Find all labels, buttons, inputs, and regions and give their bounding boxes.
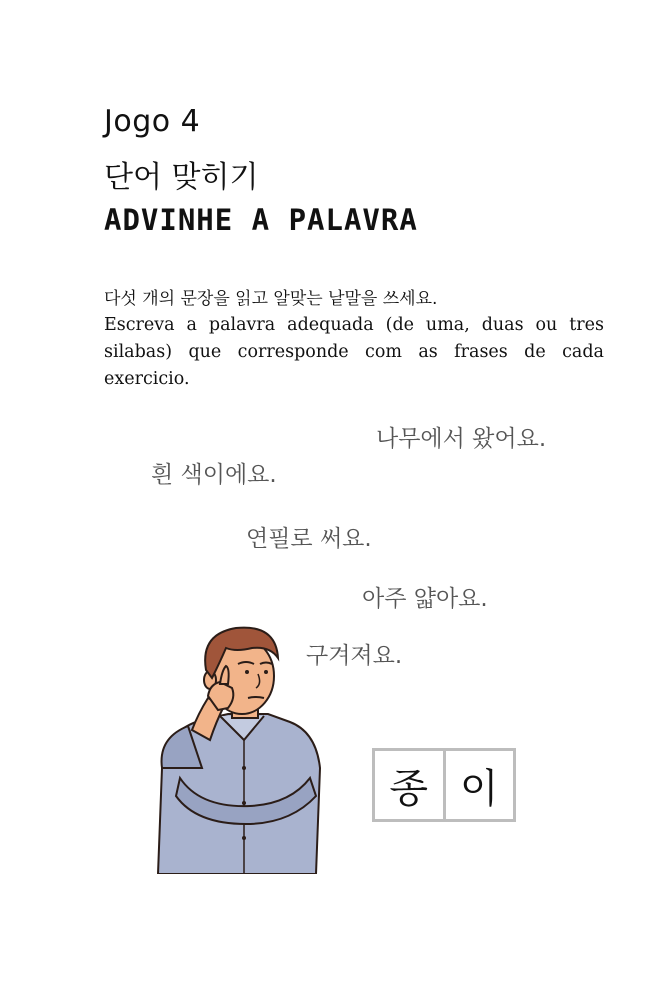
answer-syllable-2: 이: [443, 751, 514, 819]
thinking-man-icon: [140, 618, 330, 874]
portuguese-title: ADVINHE A PALAVRA: [104, 203, 418, 237]
clue-2: 흰 색이에요.: [151, 462, 277, 488]
clue-5: 구겨져요.: [306, 643, 403, 669]
instructions-korean: 다섯 개의 문장을 읽고 알맞는 낱말을 쓰세요.: [104, 289, 438, 309]
answer-syllable-1: 종: [389, 765, 429, 812]
clue-3: 연필로 써요.: [246, 526, 372, 552]
game-title: Jogo 4: [104, 104, 201, 139]
clue-4: 아주 얇아요.: [362, 586, 488, 612]
clue-1: 나무에서 왔어요.: [376, 426, 547, 452]
instructions-portuguese: Escreva a palavra adequada (de uma, duas ou tres silabas) que corresponde com as frases de cada exercicio.: [104, 315, 604, 389]
answer-box: [372, 748, 516, 822]
korean-title: 단어 맞히기: [104, 160, 259, 195]
